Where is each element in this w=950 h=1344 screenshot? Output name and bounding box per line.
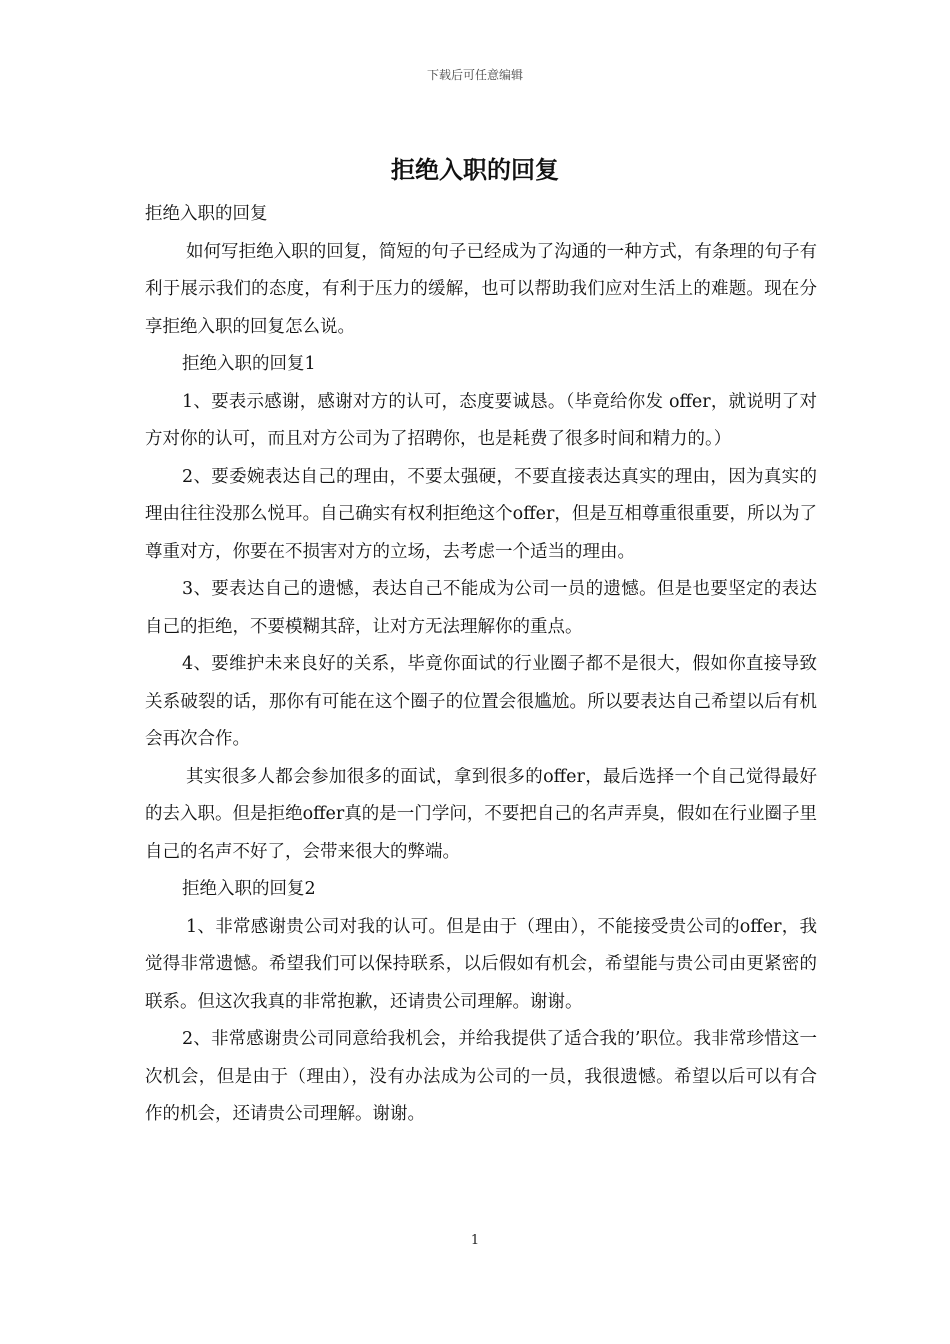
header-note: 下载后可任意编辑 [426,68,523,82]
section2-item-2: 2、非常感谢贵公司同意给我机会，并给我提供了适合我的’职位。我非常珍惜这一次机会，但是由于（理由），没有办法成为公司的一员，我很遗憾。希望以后可以有合作的机会，还请贵公司理解。谢谢。 [145,1029,817,1124]
section2-item-1: 1、非常感谢贵公司对我的认可。但是由于（理由），不能接受贵公司的offer，我觉得非常遗憾。希望我们可以保持联系，以后假如有机会，希望能与贵公司由更紧密的联系。但这次我真的非常抱歉，还请贵公司理解。谢谢。 [145,916,817,1012]
section1-item-2: 2、要委婉表达自己的理由，不要太强硬，不要直接表达真实的理由，因为真实的理由往往没那么悦耳。自己确实有权利拒绝这个offer，但是互相尊重很重要，所以为了尊重对方，你要在不损害对方的立场，去考虑一个适当的理由。 [145,466,817,562]
document-body [145,196,817,1134]
page-number: 1 [470,1233,480,1248]
section-heading-1: 拒绝入职的回复1 [182,354,316,374]
section1-item-4: 4、要维护未来良好的关系，毕竟你面试的行业圈子都不是很大，假如你直接导致关系破裂的话，那你有可能在这个圈子的位置会很尴尬。所以要表达自己希望以后有机会再次合作。 [145,654,817,749]
section1-item-3: 3、要表达自己的遗憾，表达自己不能成为公司一员的遗憾。但是也要坚定的表达自己的拒绝，不要模糊其辞，让对方无法理解你的重点。 [145,579,817,637]
subtitle-paragraph: 拒绝入职的回复 [145,204,268,224]
section1-item-1: 1、要表示感谢，感谢对方的认可，态度要诚恳。（毕竟给你发 offer，就说明了对方对你的认可，而且对方公司为了招聘你，也是耗费了很多时间和精力的。） [145,391,817,449]
section1-summary: 其实很多人都会参加很多的面试，拿到很多的offer，最后选择一个自己觉得最好的去入职。但是拒绝offer真的是一门学问，不要把自己的名声弄臭，假如在行业圈子里自己的名声不好了，会带来很大的弊端。 [145,766,817,862]
document-title: 拒绝入职的回复 [391,156,559,184]
section-heading-2: 拒绝入职的回复2 [182,879,316,899]
intro-paragraph: 如何写拒绝入职的回复，简短的句子已经成为了沟通的一种方式，有条理的句子有利于展示我们的态度，有利于压力的缓解，也可以帮助我们应对生活上的难题。现在分享拒绝入职的回复怎么说。 [145,241,817,337]
